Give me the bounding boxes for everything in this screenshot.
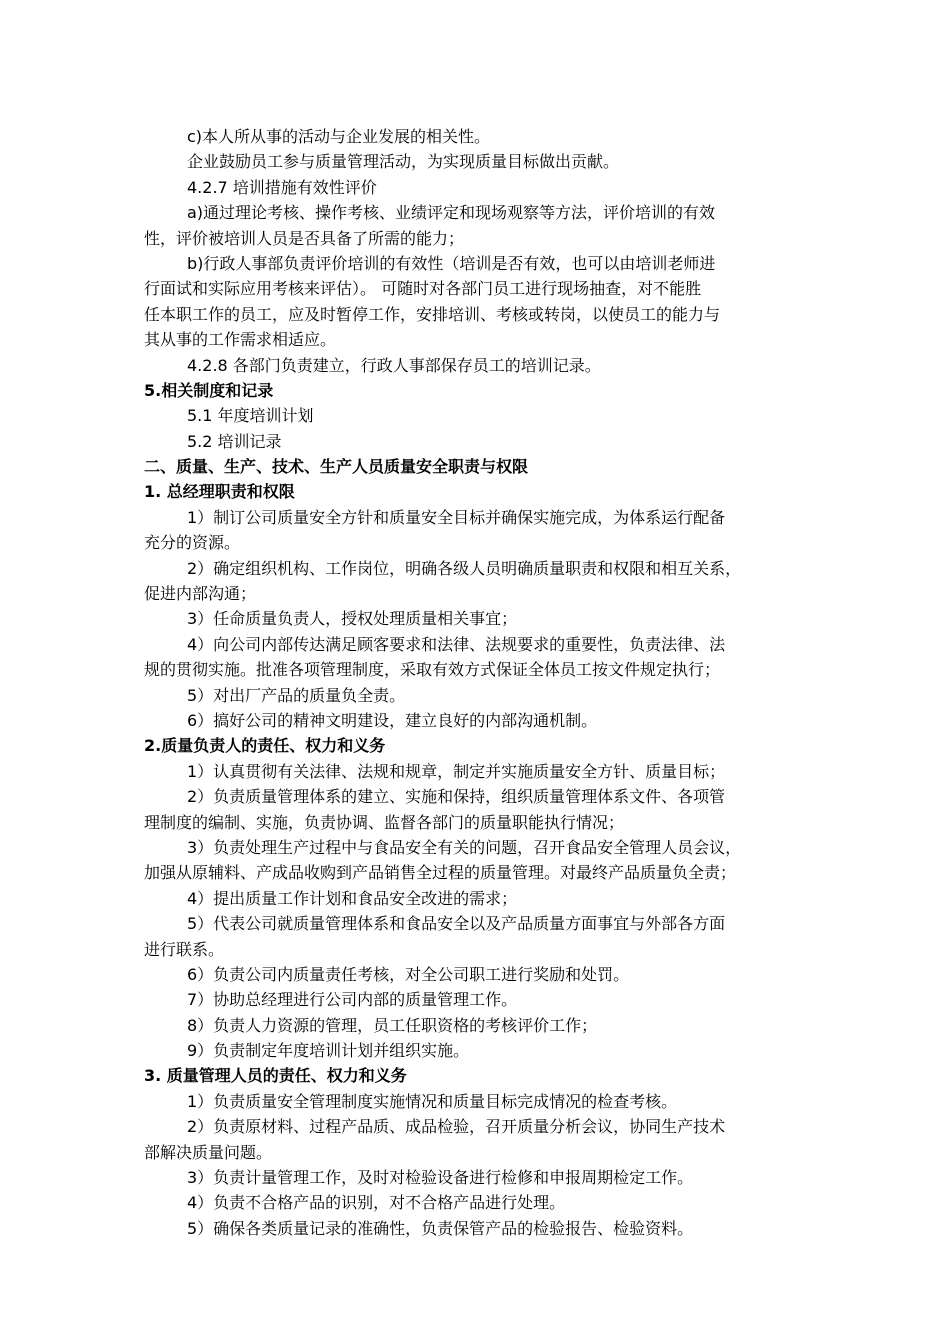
section-heading: 1. 总经理职责和权限	[144, 482, 295, 502]
text-line: 性，评价被培训人员是否具备了所需的能力；	[144, 228, 465, 248]
text-line: 理制度的编制、实施，负责协调、监督各部门的质量职能执行情况；	[144, 812, 625, 832]
text-line: 促进内部沟通；	[144, 584, 257, 604]
section-heading: 2.质量负责人的责任、权力和义务	[144, 736, 386, 756]
text-line: 任本职工作的员工，应及时暂停工作，安排培训、考核或转岗，以使员工的能力与	[144, 304, 721, 324]
list-item: 5.1 年度培训计划	[187, 406, 314, 426]
text-line: 企业鼓励员工参与质量管理活动，为实现质量目标做出贡献。	[187, 152, 620, 172]
text-line: 部解决质量问题。	[144, 1142, 273, 1162]
text-line: b)行政人事部负责评价培训的有效性（培训是否有效，也可以由培训老师进	[187, 253, 716, 273]
list-item: 5）确保各类质量记录的准确性，负责保管产品的检验报告、检验资料。	[187, 1218, 694, 1238]
text-line: 规的贯彻实施。批准各项管理制度，采取有效方式保证全体员工按文件规定执行；	[144, 660, 721, 680]
list-item: 5.2 培训记录	[187, 431, 282, 451]
text-line: 加强从原辅料、产成品收购到产品销售全过程的质量管理。对最终产品质量负全责；	[144, 863, 737, 883]
list-item: 8）负责人力资源的管理，员工任职资格的考核评价工作；	[187, 1015, 598, 1035]
document-page	[144, 124, 814, 1241]
section-heading: 4.2.7 培训措施有效性评价	[187, 177, 377, 197]
text-line: 进行联系。	[144, 939, 225, 959]
section-heading: 3. 质量管理人员的责任、权力和义务	[144, 1066, 407, 1086]
list-item: 1）制订公司质量安全方针和质量安全目标并确保实施完成，为体系运行配备	[187, 507, 726, 527]
section-heading: 5.相关制度和记录	[144, 380, 274, 400]
list-item: 6）搞好公司的精神文明建设，建立良好的内部沟通机制。	[187, 710, 598, 730]
list-item: 7）协助总经理进行公司内部的质量管理工作。	[187, 990, 518, 1010]
text-line: a)通过理论考核、操作考核、业绩评定和现场观察等方法，评价培训的有效	[187, 203, 716, 223]
list-item: 5）代表公司就质量管理体系和食品安全以及产品质量方面事宜与外部各方面	[187, 914, 726, 934]
list-item: 4）提出质量工作计划和食品安全改进的需求；	[187, 888, 518, 908]
list-item: 3）任命质量负责人，授权处理质量相关事宜；	[187, 609, 518, 629]
text-line: 其从事的工作需求相适应。	[144, 330, 337, 350]
list-item: 3）负责处理生产过程中与食品安全有关的问题，召开食品安全管理人员会议，	[187, 837, 742, 857]
list-item: 6）负责公司内质量责任考核，对全公司职工进行奖励和处罚。	[187, 964, 630, 984]
text-line: c)本人所从事的活动与企业发展的相关性。	[187, 127, 491, 146]
list-item: 2）负责原材料、过程产品质、成品检验，召开质量分析会议，协同生产技术	[187, 1117, 726, 1137]
list-item: 3）负责计量管理工作，及时对检验设备进行检修和申报周期检定工作。	[187, 1168, 694, 1188]
list-item: 5）对出厂产品的质量负全责。	[187, 685, 406, 705]
list-item: 2）负责质量管理体系的建立、实施和保持，组织质量管理体系文件、各项管	[187, 787, 726, 807]
list-item: 2）确定组织机构、工作岗位，明确各级人员明确质量职责和权限和相互关系，	[187, 558, 742, 578]
list-item: 4）向公司内部传达满足顾客要求和法律、法规要求的重要性，负责法律、法	[187, 634, 726, 654]
text-line: 4.2.8 各部门负责建立，行政人事部保存员工的培训记录。	[187, 355, 601, 375]
text-line: 充分的资源。	[144, 533, 241, 553]
list-item: 4）负责不合格产品的识别，对不合格产品进行处理。	[187, 1193, 566, 1213]
text-line: 行面试和实际应用考核来评估）。 可随时对各部门员工进行现场抽查，对不能胜	[144, 279, 702, 299]
list-item: 9）负责制定年度培训计划并组织实施。	[187, 1041, 470, 1061]
list-item: 1）负责质量安全管理制度实施情况和质量目标完成情况的检查考核。	[187, 1091, 678, 1111]
chapter-heading: 二、质量、生产、技术、生产人员质量安全职责与权限	[144, 457, 529, 477]
list-item: 1）认真贯彻有关法律、法规和规章，制定并实施质量安全方针、质量目标；	[187, 761, 726, 781]
